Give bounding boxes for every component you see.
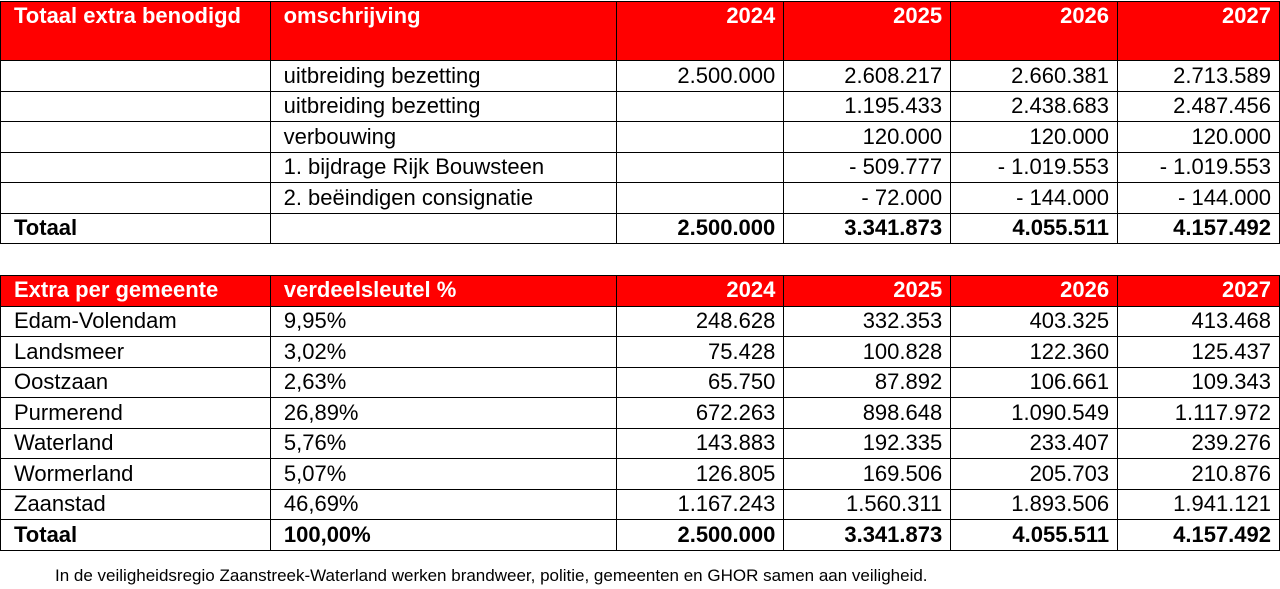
- table-cell: 2.608.217: [784, 61, 951, 92]
- table-cell: 4.055.511: [951, 520, 1118, 551]
- table-cell: 169.506: [784, 459, 951, 490]
- table-cell: 120.000: [951, 122, 1118, 153]
- table-cell: 205.703: [951, 459, 1118, 490]
- table-cell: 1.195.433: [784, 91, 951, 122]
- table-cell: 46,69%: [270, 489, 617, 520]
- column-header: 2027: [1118, 276, 1280, 307]
- table-cell: - 1.019.553: [951, 152, 1118, 183]
- table-cell: 1.941.121: [1118, 489, 1280, 520]
- column-header: verdeelsleutel %: [270, 276, 617, 307]
- table-cell: [270, 213, 617, 244]
- column-header: 2026: [951, 2, 1118, 61]
- table-cell: [1, 61, 271, 92]
- table-cell: 210.876: [1118, 459, 1280, 490]
- table-cell: [617, 91, 784, 122]
- table-cell: 75.428: [617, 337, 784, 368]
- table-cell: verbouwing: [270, 122, 617, 153]
- table-cell: 120.000: [784, 122, 951, 153]
- table-cell: 5,07%: [270, 459, 617, 490]
- table-cell: 65.750: [617, 367, 784, 398]
- extra-benodigd-body: [1, 2, 1280, 244]
- table-cell: Zaanstad: [1, 489, 271, 520]
- extra-benodigd-table: [0, 1, 1280, 244]
- table-cell: 4.055.511: [951, 213, 1118, 244]
- caption: In de veiligheidsregio Zaanstreek-Waterland werken brandweer, politie, gemeenten en GHOR samen aan veiligheid.: [55, 566, 928, 585]
- table-cell: 9,95%: [270, 306, 617, 337]
- table-cell: 143.883: [617, 428, 784, 459]
- table-cell: 2.438.683: [951, 91, 1118, 122]
- table-cell: 5,76%: [270, 428, 617, 459]
- table-cell: [617, 152, 784, 183]
- table-cell: 1. bijdrage Rijk Bouwsteen: [270, 152, 617, 183]
- table-cell: Edam-Volendam: [1, 306, 271, 337]
- table-cell: 239.276: [1118, 428, 1280, 459]
- table-row: [1, 398, 1280, 429]
- table-cell: 4.157.492: [1118, 213, 1280, 244]
- table-cell: 2.500.000: [617, 213, 784, 244]
- column-header: 2024: [617, 276, 784, 307]
- table-cell: 1.117.972: [1118, 398, 1280, 429]
- extra-per-gemeente-body: [1, 276, 1280, 551]
- table-cell: 2,63%: [270, 367, 617, 398]
- table-cell: 3,02%: [270, 337, 617, 368]
- table-row: [1, 183, 1280, 214]
- table-cell: [1, 91, 271, 122]
- total-row: [1, 520, 1280, 551]
- table-cell: Totaal: [1, 213, 271, 244]
- column-header: Totaal extra benodigd: [1, 2, 271, 61]
- table-cell: 233.407: [951, 428, 1118, 459]
- table-cell: 192.335: [784, 428, 951, 459]
- table-cell: 2.713.589: [1118, 61, 1280, 92]
- table-cell: [1, 183, 271, 214]
- header-row: [1, 276, 1280, 307]
- table-cell: 1.090.549: [951, 398, 1118, 429]
- table-cell: Waterland: [1, 428, 271, 459]
- table-row: [1, 61, 1280, 92]
- table-cell: 332.353: [784, 306, 951, 337]
- extra-per-gemeente-table: [0, 275, 1280, 551]
- table-cell: Oostzaan: [1, 367, 271, 398]
- table-row: [1, 459, 1280, 490]
- table-cell: 3.341.873: [784, 213, 951, 244]
- table-cell: uitbreiding bezetting: [270, 61, 617, 92]
- table-cell: 100,00%: [270, 520, 617, 551]
- table-cell: [617, 122, 784, 153]
- table-cell: Wormerland: [1, 459, 271, 490]
- table-cell: Purmerend: [1, 398, 271, 429]
- table-cell: 122.360: [951, 337, 1118, 368]
- table-cell: 2.500.000: [617, 520, 784, 551]
- table-cell: 1.167.243: [617, 489, 784, 520]
- table-cell: - 72.000: [784, 183, 951, 214]
- table-cell: 2.500.000: [617, 61, 784, 92]
- column-header: 2026: [951, 276, 1118, 307]
- table-cell: Totaal: [1, 520, 271, 551]
- table-cell: 125.437: [1118, 337, 1280, 368]
- table-cell: 403.325: [951, 306, 1118, 337]
- table-cell: 413.468: [1118, 306, 1280, 337]
- table-cell: - 144.000: [951, 183, 1118, 214]
- table-cell: 106.661: [951, 367, 1118, 398]
- table-cell: 120.000: [1118, 122, 1280, 153]
- header-row: [1, 2, 1280, 61]
- table-cell: 248.628: [617, 306, 784, 337]
- table-cell: 26,89%: [270, 398, 617, 429]
- table-row: [1, 367, 1280, 398]
- table-cell: 2. beëindigen consignatie: [270, 183, 617, 214]
- column-header: 2025: [784, 2, 951, 61]
- table-cell: 1.560.311: [784, 489, 951, 520]
- table-cell: 4.157.492: [1118, 520, 1280, 551]
- table-row: [1, 91, 1280, 122]
- table-cell: 2.487.456: [1118, 91, 1280, 122]
- table-cell: - 144.000: [1118, 183, 1280, 214]
- column-header: 2024: [617, 2, 784, 61]
- table-cell: 126.805: [617, 459, 784, 490]
- table-cell: 100.828: [784, 337, 951, 368]
- table-cell: Landsmeer: [1, 337, 271, 368]
- table-cell: - 1.019.553: [1118, 152, 1280, 183]
- table-row: [1, 489, 1280, 520]
- table-cell: uitbreiding bezetting: [270, 91, 617, 122]
- column-header: 2027: [1118, 2, 1280, 61]
- column-header: omschrijving: [270, 2, 617, 61]
- table-cell: 898.648: [784, 398, 951, 429]
- table-cell: 87.892: [784, 367, 951, 398]
- table-cell: [1, 122, 271, 153]
- table-row: [1, 428, 1280, 459]
- table-cell: 1.893.506: [951, 489, 1118, 520]
- table-cell: - 509.777: [784, 152, 951, 183]
- table-cell: 672.263: [617, 398, 784, 429]
- table-cell: [1, 152, 271, 183]
- table-cell: 109.343: [1118, 367, 1280, 398]
- table-cell: 2.660.381: [951, 61, 1118, 92]
- table-row: [1, 152, 1280, 183]
- column-header: Extra per gemeente: [1, 276, 271, 307]
- table-row: [1, 122, 1280, 153]
- table-row: [1, 306, 1280, 337]
- column-header: 2025: [784, 276, 951, 307]
- total-row: [1, 213, 1280, 244]
- table-row: [1, 337, 1280, 368]
- table-cell: 3.341.873: [784, 520, 951, 551]
- table-cell: [617, 183, 784, 214]
